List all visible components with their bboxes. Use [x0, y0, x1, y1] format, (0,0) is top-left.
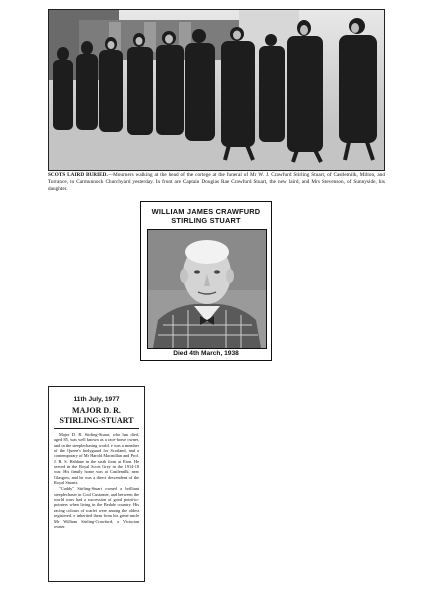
memorial-death-date: Died 4th March, 1938 [173, 350, 239, 357]
caption-text: —Mourners walking at the head of the cortege at the funeral of Mr W. J. Crawfurd Stirling Stuart, of Castlemilk, Milton, and Torrance, to Carmunnock Churchyard yesterday. In front are Captain Douglas Rae Crawfurd Stuart, the new laird, and Mrs Stevenson, of Sunnyside, his daughter. [48, 172, 386, 192]
obituary-name [54, 406, 139, 425]
obituary-name-line1: MAJOR D. R. [72, 406, 121, 415]
funeral-photograph [48, 9, 385, 171]
memorial-name-line1: WILLIAM JAMES CRAWFURD [151, 207, 261, 216]
obituary-clipping [48, 386, 145, 582]
memorial-card [140, 201, 272, 361]
obituary-date: 11th July, 1977 [73, 396, 120, 403]
portrait-photograph [147, 229, 267, 349]
caption-headline: SCOTS LAIRD BURIED. [48, 172, 108, 178]
obituary-paragraph-1: Major D. R. Stirling-Stuart, who has died, aged 85, was well known as a race-horse owner, and in the steeplechasing world. e was a member of the Queen's bodyguard for Scotland, and a contemporary of Mr Harold Macmillan and Prof. J. B. S. Haldane in the sixth form at Eton. He served in the Royal Scots Grey in the 1914-18 war. His family home was at Castlemilk, near Glasgow, and he was a direct descendent of the Royal Stuarts. [54, 432, 139, 486]
obituary-divider [54, 428, 139, 429]
memorial-name [141, 207, 271, 225]
memorial-name-line2: STIRLING STUART [171, 216, 241, 225]
obituary-paragraph-2: "Cuddy" Stirling-Stuart owned a brilliant steeplechaser in Cool Customer, and between the world wars had a succession of good point-to-pointers when living in the Bedale country. His racing colours of scarlet were among the oldest registered. e inherited them from his great-uncle Mr William Stirling-Crawfurd, a Victorian owner. [54, 486, 139, 529]
obituary-text [54, 432, 139, 529]
obituary-name-line2: STIRLING-STUART [59, 415, 134, 425]
photo-caption [48, 172, 385, 193]
